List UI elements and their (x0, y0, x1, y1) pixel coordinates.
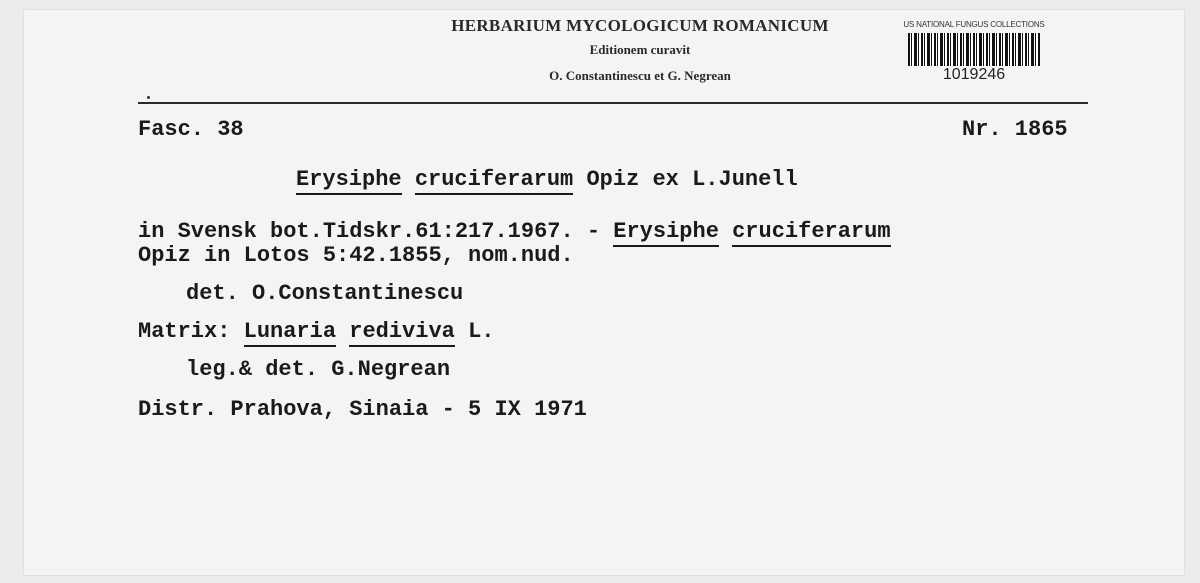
matrix-epithet: rediviva (349, 319, 455, 347)
ink-dot (147, 96, 150, 99)
matrix-line (138, 320, 494, 344)
determiner-line: det. O.Constantinescu (186, 281, 464, 306)
barcode-number: 1019246 (942, 66, 1006, 83)
edition-line: Editionem curavit (589, 42, 691, 57)
species-genus: Erysiphe (296, 167, 402, 195)
editors-line: O. Constantinescu et G. Negrean (549, 68, 731, 83)
citation-epithet: cruciferarum (732, 219, 890, 247)
specimen-number: Nr. 1865 (962, 117, 1068, 142)
citation-genus: Erysiphe (613, 219, 719, 247)
matrix-prefix: Matrix: (138, 319, 244, 344)
header-divider (138, 102, 1088, 104)
collector-line: leg.& det. G.Negrean (186, 357, 451, 382)
citation-line-1 (138, 220, 891, 244)
species-epithet: cruciferarum (415, 167, 573, 195)
citation-line-2: Opiz in Lotos 5:42.1855, nom.nud. (138, 243, 574, 268)
herbarium-title: HERBARIUM MYCOLOGICUM ROMANICUM (451, 16, 829, 35)
matrix-genus: Lunaria (244, 319, 336, 347)
barcode-label: US NATIONAL FUNGUS COLLECTIONS (903, 20, 1045, 29)
locality-line: Distr. Prahova, Sinaia - 5 IX 1971 (138, 397, 587, 422)
barcode-sticker (900, 20, 1048, 86)
species-authority: Opiz ex L.Junell (586, 167, 798, 192)
matrix-authority: L. (468, 319, 495, 344)
barcode-icon (908, 33, 1040, 66)
citation-text: in Svensk bot.Tidskr.61:217.1967. - (138, 219, 614, 244)
species-name (296, 168, 798, 192)
fascicle-number: Fasc. 38 (138, 117, 244, 142)
